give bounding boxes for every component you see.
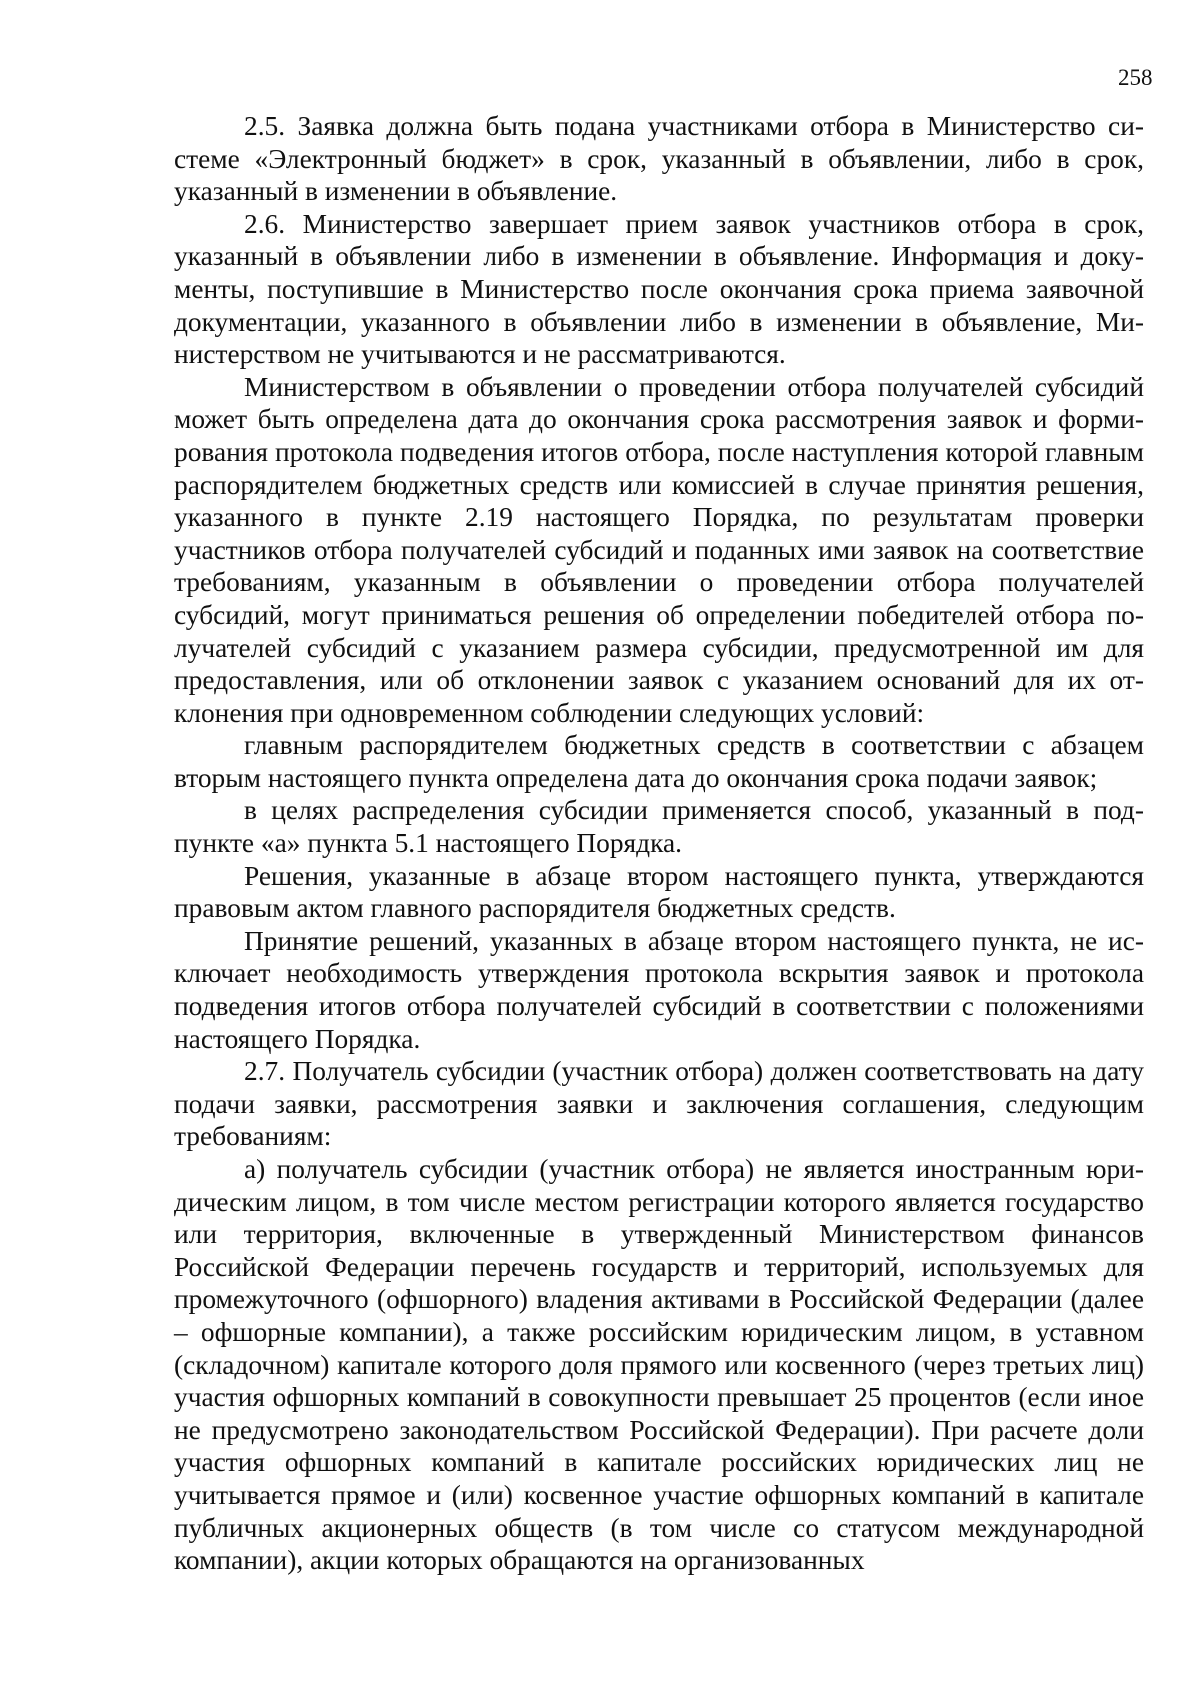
paragraph-2-5: 2.5. Заявка должна быть подана участниками отбора в Министерство системе «Электронный бюджет» в срок, указанный в объявлении, либо в срок, указанный в изменении в объявление. — [174, 111, 1144, 207]
document-body — [174, 110, 1144, 1577]
paragraph-decisions-note: Принятие решений, указанных в абзаце втором настоящего пункта, не исключает необходимость утверждения протокола вскрытия заявок и протокола подведения итогов отбора получателей субсидий в соответствии с положениями настоящего Порядка. — [174, 925, 1144, 1054]
paragraph-2-7: 2.7. Получатель субсидии (участник отбора) должен соответствовать на дату подачи заявки, рассмотрения заявки и заключения соглашения, следующим требованиям: — [174, 1056, 1144, 1152]
paragraph-2-6: 2.6. Министерство завершает прием заявок участников отбора в срок, указанный в объявлении либо в изменении в объявление. Информация и документы, поступившие в Министерство после окончания срока приема заявочной документации, указанного в объявлении либо в изменении в объявление, Министерством не учитываются и не рассматриваются. — [174, 208, 1144, 370]
paragraph-requirement-a: а) получатель субсидии (участник отбора) не является иностранным юридическим лицом, в том числе местом регистрации которого является государство или территория, включенные в утвержденный Министерством финансов Российской Федерации перечень государств и территорий, используемых для промежуточного (офшорного) владения активами в Российской Федерации (далее – офшорные компании), а также российским юридическим лицом, в уставном (складочном) капитале которого доля прямого или косвенного (через третьих лиц) участия офшорных компаний в совокупности превышает 25 процентов (если иное не предусмотрено законодательством Российской Федерации). При расчете доли участия офшорных компаний в капитале российских юридических лиц не учитывается прямое и (или) косвенное участие офшорных компаний в капитале публичных акционерных обществ (в том числе со статусом международной компании), акции которых обращаются на организованных — [174, 1154, 1144, 1576]
paragraph-decision-date: Министерством в объявлении о проведении отбора получателей субсидий может быть определена дата до окончания срока рассмотрения заявок и формирования протокола подведения итогов отбора, после наступления которой главным распорядителем бюджетных средств или комиссией в случае принятия решения, указанного в пункте 2.19 настоящего Порядка, по результатам проверки участников отбора получателей субсидий и поданных ими заявок на соответствие требованиям, указанным в объявлении о проведении отбора получателей субсидий, могут приниматься решения об определении победителей отбора получателей субсидий с указанием размера субсидии, предусмотренной им для предоставления, или об отклонении заявок с указанием оснований для их отклонения при одновременном соблюдении следующих условий: — [174, 371, 1144, 728]
paragraph-decisions-approval: Решения, указанные в абзаце втором настоящего пункта, утверждаются правовым актом главного распорядителя бюджетных средств. — [174, 860, 1144, 924]
page-number: 258 — [1118, 65, 1153, 90]
paragraph-condition-1: главным распорядителем бюджетных средств в соответствии с абзацем вторым настоящего пункта определена дата до окончания срока подачи заявок; — [174, 730, 1144, 793]
paragraph-condition-2: в целях распределения субсидии применяется способ, указанный в подпункте «а» пункта 5.1 настоящего Порядка. — [174, 795, 1144, 859]
